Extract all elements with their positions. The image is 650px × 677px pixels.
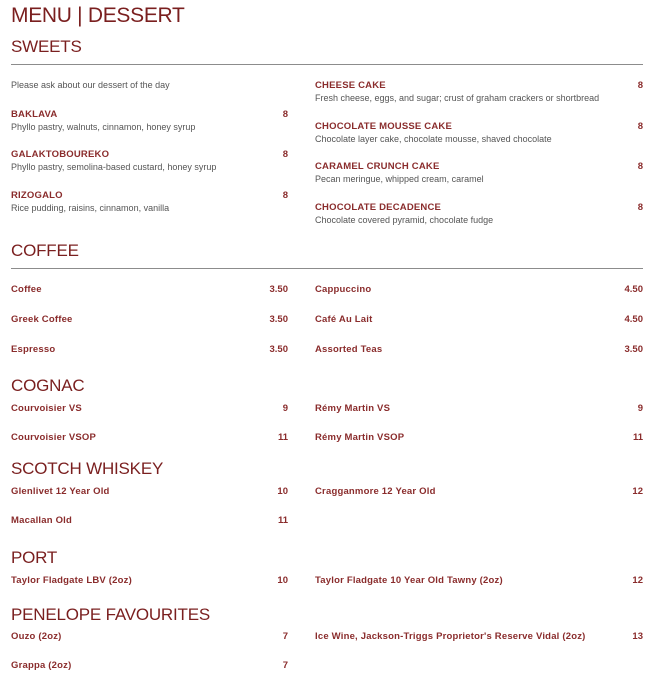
item-name: Espresso <box>11 344 56 355</box>
item-name: RIZOGALO <box>11 190 63 201</box>
item-name: CHEESE CAKE <box>315 80 386 91</box>
item-name: GALAKTOBOUREKO <box>11 149 110 160</box>
menu-item <box>11 660 288 672</box>
menu-item <box>315 314 643 326</box>
section-divider <box>11 268 643 269</box>
menu-item <box>315 202 643 226</box>
menu-item <box>11 314 288 326</box>
item-name: Rémy Martin VS <box>315 403 391 414</box>
item-price: 11 <box>632 432 643 443</box>
item-price: 11 <box>277 432 288 443</box>
menu-item <box>11 515 288 527</box>
item-price: 8 <box>282 190 288 201</box>
item-description: Phyllo pastry, semolina-based custard, honey syrup <box>11 162 217 172</box>
menu-item <box>315 344 643 356</box>
item-name: Ice Wine, Jackson-Triggs Proprietor's Reserve Vidal (2oz) <box>315 631 586 642</box>
item-price: 4.50 <box>624 314 643 325</box>
item-name: Assorted Teas <box>315 344 383 355</box>
item-price: 3.50 <box>624 344 643 355</box>
menu-item <box>11 432 288 444</box>
item-name: Cappuccino <box>315 284 372 295</box>
section-title-sweets: SWEETS <box>11 37 82 56</box>
menu-item <box>315 432 643 444</box>
item-name: BAKLAVA <box>11 109 58 120</box>
item-description: Chocolate layer cake, chocolate mousse, shaved chocolate <box>315 134 552 144</box>
item-price: 12 <box>632 486 643 497</box>
menu-item <box>315 486 643 498</box>
menu-item <box>11 149 288 173</box>
page-title: MENU | DESSERT <box>11 4 185 27</box>
item-price: 12 <box>632 575 643 586</box>
item-price: 3.50 <box>269 344 288 355</box>
item-price: 8 <box>637 161 643 172</box>
menu-item <box>315 121 643 145</box>
item-name: Courvoisier VSOP <box>11 432 97 443</box>
dessert-of-day-note: Please ask about our dessert of the day <box>11 80 170 90</box>
menu-item <box>11 344 288 356</box>
section-divider <box>11 64 643 65</box>
item-name: Greek Coffee <box>11 314 73 325</box>
item-price: 10 <box>277 575 288 586</box>
item-name: Macallan Old <box>11 515 73 526</box>
menu-item <box>11 109 288 133</box>
section-title-cognac: COGNAC <box>11 376 85 395</box>
menu-item <box>315 631 643 643</box>
menu-item <box>11 631 288 643</box>
item-price: 3.50 <box>269 284 288 295</box>
menu-item <box>11 284 288 296</box>
item-price: 7 <box>282 660 288 671</box>
item-name: CARAMEL CRUNCH CAKE <box>315 161 440 172</box>
section-title-port: PORT <box>11 548 58 567</box>
item-price: 8 <box>282 149 288 160</box>
item-price: 7 <box>282 631 288 642</box>
item-name: Courvoisier VS <box>11 403 82 414</box>
item-price: 8 <box>637 80 643 91</box>
menu-item <box>11 190 288 214</box>
item-price: 9 <box>637 403 643 414</box>
item-description: Chocolate covered pyramid, chocolate fudge <box>315 215 494 225</box>
item-price: 13 <box>632 631 643 642</box>
item-price: 8 <box>637 121 643 132</box>
item-name: Grappa (2oz) <box>11 660 72 671</box>
item-description: Fresh cheese, eggs, and sugar; crust of graham crackers or shortbread <box>315 93 600 103</box>
menu-item <box>315 80 643 104</box>
item-name: Ouzo (2oz) <box>11 631 62 642</box>
item-name: Coffee <box>11 284 42 295</box>
section-title-coffee: COFFEE <box>11 241 79 260</box>
menu-item <box>315 284 643 296</box>
item-description: Rice pudding, raisins, cinnamon, vanilla <box>11 203 170 213</box>
section-title-favourites: PENELOPE FAVOURITES <box>11 605 210 624</box>
item-name: CHOCOLATE MOUSSE CAKE <box>315 121 453 132</box>
menu-item <box>315 575 643 587</box>
item-price: 9 <box>282 403 288 414</box>
menu-item <box>315 403 643 415</box>
item-name: Café Au Lait <box>315 314 373 325</box>
menu-item <box>11 486 288 498</box>
item-price: 4.50 <box>624 284 643 295</box>
item-price: 8 <box>282 109 288 120</box>
section-title-scotch: SCOTCH WHISKEY <box>11 459 164 478</box>
menu-item <box>11 575 288 587</box>
item-description: Pecan meringue, whipped cream, caramel <box>315 174 484 184</box>
menu-item <box>315 161 643 185</box>
item-price: 8 <box>637 202 643 213</box>
item-name: Glenlivet 12 Year Old <box>11 486 110 497</box>
item-price: 3.50 <box>269 314 288 325</box>
item-name: Cragganmore 12 Year Old <box>315 486 436 497</box>
item-name: CHOCOLATE DECADENCE <box>315 202 442 213</box>
item-description: Phyllo pastry, walnuts, cinnamon, honey syrup <box>11 122 196 132</box>
item-name: Taylor Fladgate LBV (2oz) <box>11 575 132 586</box>
item-price: 10 <box>277 486 288 497</box>
item-price: 11 <box>277 515 288 526</box>
item-name: Taylor Fladgate 10 Year Old Tawny (2oz) <box>315 575 503 586</box>
menu-item <box>11 403 288 415</box>
item-name: Rémy Martin VSOP <box>315 432 405 443</box>
